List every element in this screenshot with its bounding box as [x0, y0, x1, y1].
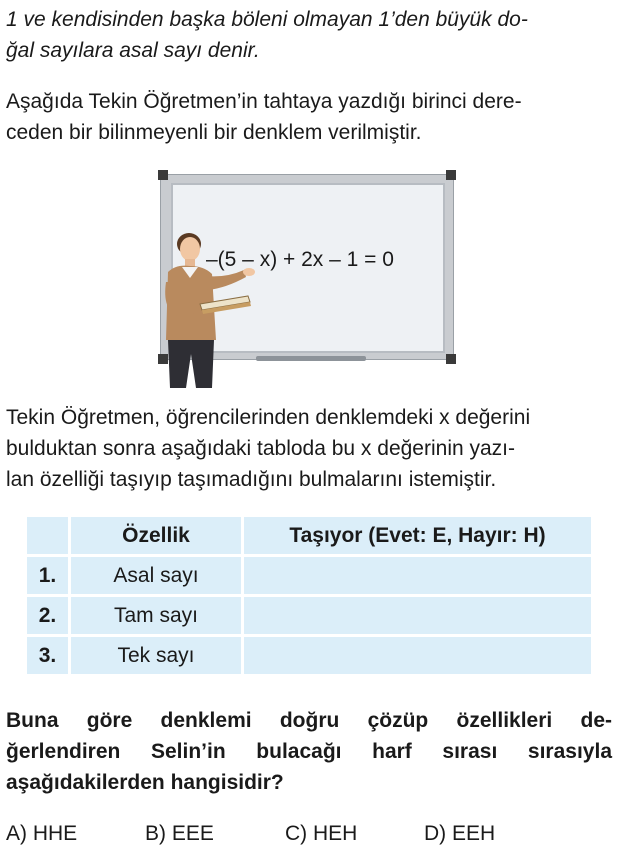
option-b[interactable]: B) EEE: [145, 822, 214, 845]
board-intro-line: Aşağıda Tekin Öğretmen’in tahtaya yazdığı birinci dere-: [6, 90, 522, 113]
question-line: aşağıdakilerden hangisidir?: [6, 771, 284, 794]
intro-paragraph: [6, 4, 612, 66]
row-answer-cell: [244, 597, 591, 634]
whiteboard-tray: [256, 356, 366, 361]
question-context-line: Tekin Öğretmen, öğrencilerinden denklemdeki x değerini: [6, 406, 531, 429]
board-intro-line: ceden bir bilinmeyenli bir denklem verilmiştir.: [6, 121, 422, 144]
board-corner-icon: [158, 170, 168, 180]
board-equation: –(5 – x) + 2x – 1 = 0: [206, 248, 394, 271]
board-intro-paragraph: [6, 86, 612, 148]
option-d[interactable]: D) EEH: [424, 822, 496, 845]
row-number: 3.: [27, 637, 68, 674]
board-corner-icon: [446, 170, 456, 180]
header-number: [27, 517, 68, 554]
header-property: Özellik: [71, 517, 241, 554]
table-row: [27, 597, 591, 634]
row-number: 2.: [27, 597, 68, 634]
question-context-paragraph: [6, 402, 612, 495]
intro-line: 1 ve kendisinden başka böleni olmayan 1’den büyük do-: [6, 8, 528, 31]
board-corner-icon: [446, 354, 456, 364]
option-a[interactable]: A) HHE: [6, 822, 78, 845]
header-answer: Taşıyor (Evet: E, Hayır: H): [244, 517, 591, 554]
row-property: Asal sayı: [71, 557, 241, 594]
row-property: Tam sayı: [71, 597, 241, 634]
row-number: 1.: [27, 557, 68, 594]
question-paragraph: [6, 705, 612, 798]
question-line: Buna göre denklemi doğru çözüp özellikleri de-: [6, 709, 612, 732]
question-context-line: bulduktan sonra aşağıdaki tabloda bu x değerinin yazı-: [6, 437, 516, 460]
question-line: ğerlendiren Selin’in bulacağı harf sırası sırasıyla: [6, 740, 612, 763]
row-property: Tek sayı: [71, 637, 241, 674]
properties-table: [24, 514, 594, 677]
question-context-line: lan özelliği taşıyıp taşımadığını bulmalarını istemiştir.: [6, 468, 497, 491]
table-row: [27, 557, 591, 594]
option-c[interactable]: C) HEH: [285, 822, 358, 845]
row-answer-cell: [244, 557, 591, 594]
table-row: [27, 637, 591, 674]
row-answer-cell: [244, 637, 591, 674]
table-header-row: [27, 517, 591, 554]
intro-line: ğal sayılara asal sayı denir.: [6, 39, 260, 62]
